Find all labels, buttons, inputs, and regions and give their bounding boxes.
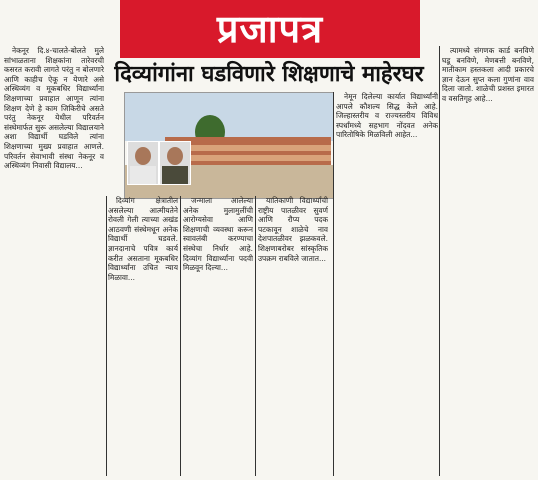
portrait-shirt [130,166,156,184]
column-4-text: यातिकाणी विद्यार्थ्यांची राष्ट्रीय पातळीवर सुवर्ण आणि रौप्य पदक पटकावून शाळेचे नाव देशपातळीवर झळकवले. शिक्षणाबरोबर सांस्कृतिक उपक्रम राबविले जातात... [258,196,328,263]
article-headline: दिव्यांगांना घडविणारे शिक्षणाचे माहेरघर [114,62,424,87]
column-1-text: नेकनूर दि.४-चालते-बोलते मुले सांभाळताना शिक्षकांना तारेवरची कसरत करावी लागते परंतु न बोलणारे आणि काहीच ऐकू न येणारे असे अस्थिव्यंग व मूकबधिर विद्यार्थ्यांना शिक्षणाच्या प्रवाहात आणून त्यांना शिक्षण देणे हे काम जिकिरीचे असते परंतु नेकनूर येथील परिवर्तन संस्थेमार्फत सुरू असलेल्या विद्यालयाने अशा विद्यार्थी घडविले त्यांना शिक्षणाच्या मुख्य प्रवाहात आणले. परिवर्तन सेवाभावी संस्था नेकनूर व अस्थिव्यंग निवासी विद्यालय... [4,46,104,171]
column-6-text: त्यामध्ये संगणक कार्ड बनविणे घडू बनविणे, मेणबत्ती बनविणे, मातीकाम हस्तकला आदी प्रकारचे ज्ञान देऊन सुप्त कला गुणांना वाव दिला जातो. शाळेची प्रशस्त इमारत व वसतिगृह आहे... [442,46,534,103]
column-divider [106,196,107,476]
portrait-inset [159,141,191,185]
article-column-4 [258,196,328,476]
portrait-inset [127,141,159,185]
portrait-face [135,147,151,165]
school-photo [124,92,334,199]
column-divider [180,196,181,476]
column-divider [439,46,440,476]
photo-sky [125,93,333,141]
portrait-shirt [162,166,188,184]
article-column-3 [183,196,253,476]
masthead-title: प्रजापत्र [216,7,324,51]
column-2-text: दिव्यांग क्षेत्रातील असलेल्या आत्मीयतेने रोवली गेली त्याच्या अखंड आठवणी संस्थेमधून अनेक विद्यार्थी घडवले. ज्ञानदानाचे पवित्र कार्य करीत असताना मूकबधिर विद्यार्थ्यांना उचित न्याय मिळावा... [108,196,178,282]
column-divider [255,196,256,476]
column-5-text: नेमून दिलेल्या कार्यात विद्यार्थ्यांनी आपले कौशल्य सिद्ध केले आहे. जिल्हास्तरीय व राज्यस्तरीय विविध स्पर्धांमध्ये सहभाग नोंदवत अनेक पारितोषिके मिळविली आहेत... [336,92,438,140]
article-column-1 [4,46,104,476]
article-column-2 [108,196,178,476]
portrait-face [167,147,183,165]
column-3-text: जन्माला आलेल्या अनेक मुलामुलींची आरोग्यसेवा आणि शिक्षणाची व्यवस्था करून स्वावलंबी करण्याचा संस्थेचा निर्धार आहे. दिव्यांग विद्यार्थ्यांना पदवी मिळवून दिल्या... [183,196,253,273]
article-column-5 [336,92,438,476]
column-divider [333,92,334,476]
article-column-6 [442,46,534,476]
